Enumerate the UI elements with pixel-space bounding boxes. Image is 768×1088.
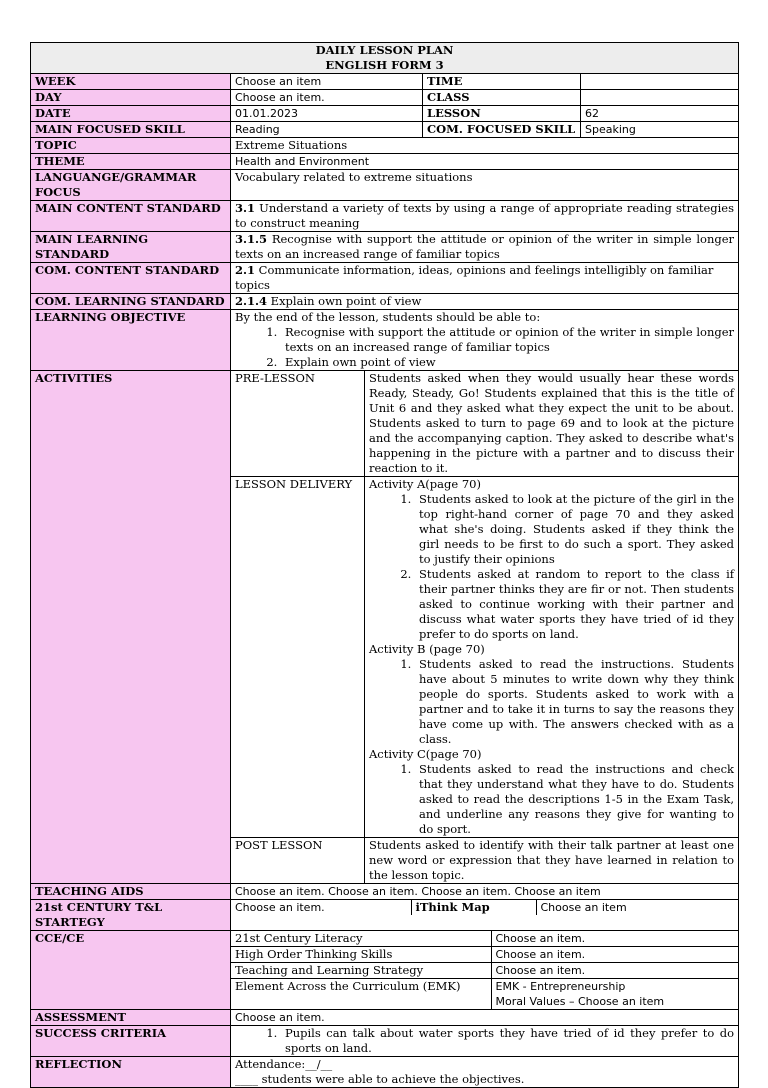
main-content-value (231, 201, 739, 232)
post-lesson-text: Students asked to identify with their talk partner at least one new word or expression that they have learned in relation to the lesson topic. (365, 838, 739, 884)
grammar-value: Vocabulary related to extreme situations (231, 170, 739, 201)
teaching-aids-label: TEACHING AIDS (31, 884, 231, 900)
cce-hots-field[interactable]: Choose an item. (491, 947, 738, 963)
objectives-achieved-line: ____ students were able to achieve the objectives. (235, 1072, 525, 1086)
reflection-value (231, 1057, 739, 1088)
main-content-text: Understand a variety of texts by using a range of appropriate reading strategies to construct meaning (235, 201, 735, 230)
document-title: DAILY LESSON PLAN (315, 43, 454, 57)
ithink-map-label: iThink Map (411, 900, 536, 915)
success-criteria-value (231, 1026, 739, 1057)
cce-literacy-field[interactable]: Choose an item. (491, 931, 738, 947)
assessment-label: ASSESSMENT (31, 1010, 231, 1026)
time-field[interactable] (581, 74, 739, 90)
com-content-code: 2.1 (235, 263, 256, 277)
lesson-label: LESSON (423, 106, 581, 122)
document-subtitle: ENGLISH FORM 3 (325, 58, 444, 72)
document-header (31, 43, 739, 74)
attendance-line: Attendance:__/__ (235, 1057, 333, 1071)
objective-value (231, 310, 739, 371)
cce-label: CCE/CE (31, 931, 231, 1010)
objective-label: LEARNING OBJECTIVE (31, 310, 231, 371)
activity-a-item: 1. Students asked to look at the picture of the girl in the top right-hand corner of page 70 and they asked what she's doing. Students asked if they think the girl needs to be first to do such a sport. They asked to justify their opinions (415, 492, 734, 567)
com-skill-field[interactable]: Speaking (581, 122, 739, 138)
com-learning-code: 2.1.4 (235, 294, 268, 308)
teaching-aids-field[interactable]: Choose an item. Choose an item. Choose an item. Choose an item (231, 884, 739, 900)
topic-label: TOPIC (31, 138, 231, 154)
activity-b-title: Activity B (page 70) (369, 642, 485, 656)
century-strategy-field[interactable]: Choose an item. (231, 900, 411, 915)
activity-c-item: 1. Students asked to read the instructions and check that they understand what they have to do. Students asked to read the descriptions 1-5 in the Exam Task, and underline any reasons they give for wanting to do sport. (415, 762, 734, 837)
com-content-label: COM. CONTENT STANDARD (31, 263, 231, 294)
date-field[interactable]: 01.01.2023 (231, 106, 423, 122)
day-label: DAY (31, 90, 231, 106)
com-learning-value (231, 294, 739, 310)
lesson-field[interactable]: 62 (581, 106, 739, 122)
cce-emk-cell (491, 979, 738, 1010)
grammar-label: LANGUANGE/GRAMMAR FOCUS (31, 170, 231, 201)
success-criteria-item: 1. Pupils can talk about water sports they have tried of id they prefer to do sports on land. (281, 1026, 734, 1056)
century-inner-table (231, 900, 738, 915)
main-learning-value (231, 232, 739, 263)
class-label: CLASS (423, 90, 581, 106)
topic-value: Extreme Situations (231, 138, 739, 154)
class-field[interactable] (581, 90, 739, 106)
main-skill-field[interactable]: Reading (231, 122, 423, 138)
activity-a-item: 2. Students asked at random to report to the class if their partner thinks they are fir or not. Then students asked to continue working with their partner and discuss what water sports they have tried of id they prefer to do sports on land. (415, 567, 734, 642)
main-learning-label: MAIN LEARNING STANDARD (31, 232, 231, 263)
pre-lesson-text: Students asked when they would usually hear these words Ready, Steady, Go! Students explained that this is the title of Unit 6 and they asked what they expect the unit to be about. Students asked to turn to page 69 and to look at the picture and the accompanying caption. They asked to describe what's happening in the picture with a partner and to discuss their reaction to it. (365, 371, 739, 477)
com-learning-text: Explain own point of view (267, 294, 422, 308)
activity-c-title: Activity C(page 70) (369, 747, 482, 761)
pre-lesson-label: PRE-LESSON (231, 371, 365, 477)
main-skill-label: MAIN FOCUSED SKILL (31, 122, 231, 138)
activities-label: ACTIVITIES (31, 371, 231, 884)
reflection-label: REFLECTION (31, 1057, 231, 1088)
objective-item: 1. Recognise with support the attitude or opinion of the writer in simple longer texts on an increased range of familiar topics (281, 325, 734, 355)
theme-label: THEME (31, 154, 231, 170)
activity-b-item: 1. Students asked to read the instructions. Students have about 5 minutes to write down why they think people do sports. Students asked to work with a partner and to take it in turns to say the reasons they have come up with. The answers checked with as a class. (415, 657, 734, 747)
century-strategy-cell (231, 900, 739, 931)
cce-name: Teaching and Learning Strategy (231, 963, 491, 979)
cce-name: 21st Century Literacy (231, 931, 491, 947)
objective-intro: By the end of the lesson, students should be able to: (235, 310, 541, 324)
main-learning-text: Recognise with support the attitude or opinion of the writer in simple longer texts on an increased range of familiar topics (235, 232, 735, 261)
moral-values-field[interactable]: Moral Values – Choose an item (495, 995, 665, 1008)
com-skill-label: COM. FOCUSED SKILL (423, 122, 581, 138)
day-field[interactable]: Choose an item. (231, 90, 423, 106)
week-field[interactable]: Choose an item (231, 74, 423, 90)
week-label: WEEK (31, 74, 231, 90)
com-content-value (231, 263, 739, 294)
com-content-text: Communicate information, ideas, opinions and feelings intelligibly on familiar topics (235, 263, 714, 292)
cce-inner-table (231, 931, 738, 1009)
success-criteria-label: SUCCESS CRITERIA (31, 1026, 231, 1057)
lesson-delivery-content (365, 477, 739, 838)
lesson-delivery-label: LESSON DELIVERY (231, 477, 365, 838)
cce-cell (231, 931, 739, 1010)
main-learning-code: 3.1.5 (235, 232, 268, 246)
main-content-code: 3.1 (235, 201, 256, 215)
activity-a-title: Activity A(page 70) (369, 477, 481, 491)
assessment-field[interactable]: Choose an item. (231, 1010, 739, 1026)
century-strategy-label: 21st CENTURY T&L STARTEGY (31, 900, 231, 931)
main-content-label: MAIN CONTENT STANDARD (31, 201, 231, 232)
ithink-map-field[interactable]: Choose an item (536, 900, 738, 915)
cce-name: Element Across the Curriculum (EMK) (231, 979, 491, 1010)
cce-strategy-field[interactable]: Choose an item. (491, 963, 738, 979)
cce-name: High Order Thinking Skills (231, 947, 491, 963)
com-learning-label: COM. LEARNING STANDARD (31, 294, 231, 310)
objective-item: 2. Explain own point of view (281, 355, 734, 370)
lesson-plan-table (30, 42, 739, 1088)
emk-field[interactable]: EMK - Entrepreneurship (495, 980, 626, 993)
date-label: DATE (31, 106, 231, 122)
post-lesson-label: POST LESSON (231, 838, 365, 884)
time-label: TIME (423, 74, 581, 90)
theme-field[interactable]: Health and Environment (231, 154, 739, 170)
lesson-plan-sheet (30, 42, 738, 1088)
